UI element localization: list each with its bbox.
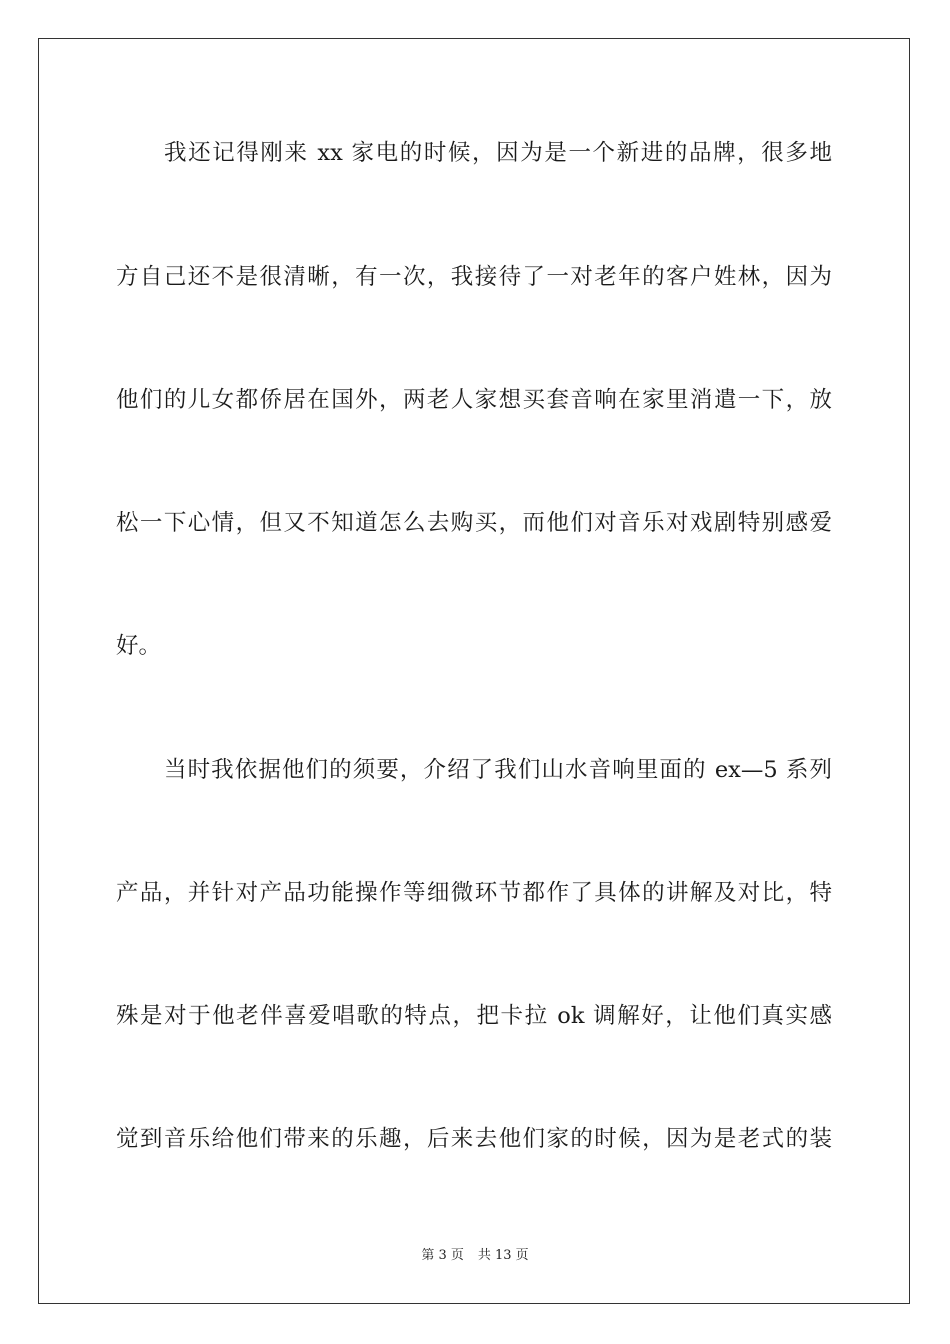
paragraph-line: 产品，并针对产品功能操作等细微环节都作了具体的讲解及对比，特	[116, 880, 832, 906]
page-total: 共 13 页	[477, 1248, 529, 1263]
paragraph-line: 松一下心情，但又不知道怎么去购买，而他们对音乐对戏剧特别感爱	[116, 510, 832, 536]
paragraph-line: 殊是对于他老伴喜爱唱歌的特点，把卡拉 ok 调解好，让他们真实感	[116, 1003, 832, 1029]
paragraph-line: 他们的儿女都侨居在国外，两老人家想买套音响在家里消遣一下，放	[116, 387, 832, 413]
paragraph-line: 方自己还不是很清晰，有一次，我接待了一对老年的客户姓林，因为	[116, 264, 832, 290]
page-footer	[0, 1247, 950, 1265]
page-number: 第 3 页	[421, 1248, 464, 1263]
paragraph-line: 当时我依据他们的须要，介绍了我们山水音响里面的 ex—5 系列	[164, 757, 832, 783]
paragraph-line: 好。	[116, 633, 162, 659]
page-border	[38, 38, 910, 1304]
paragraph-line: 觉到音乐给他们带来的乐趣，后来去他们家的时候，因为是老式的装	[116, 1126, 832, 1152]
paragraph-line: 我还记得刚来 xx 家电的时候，因为是一个新进的品牌，很多地	[164, 140, 832, 166]
